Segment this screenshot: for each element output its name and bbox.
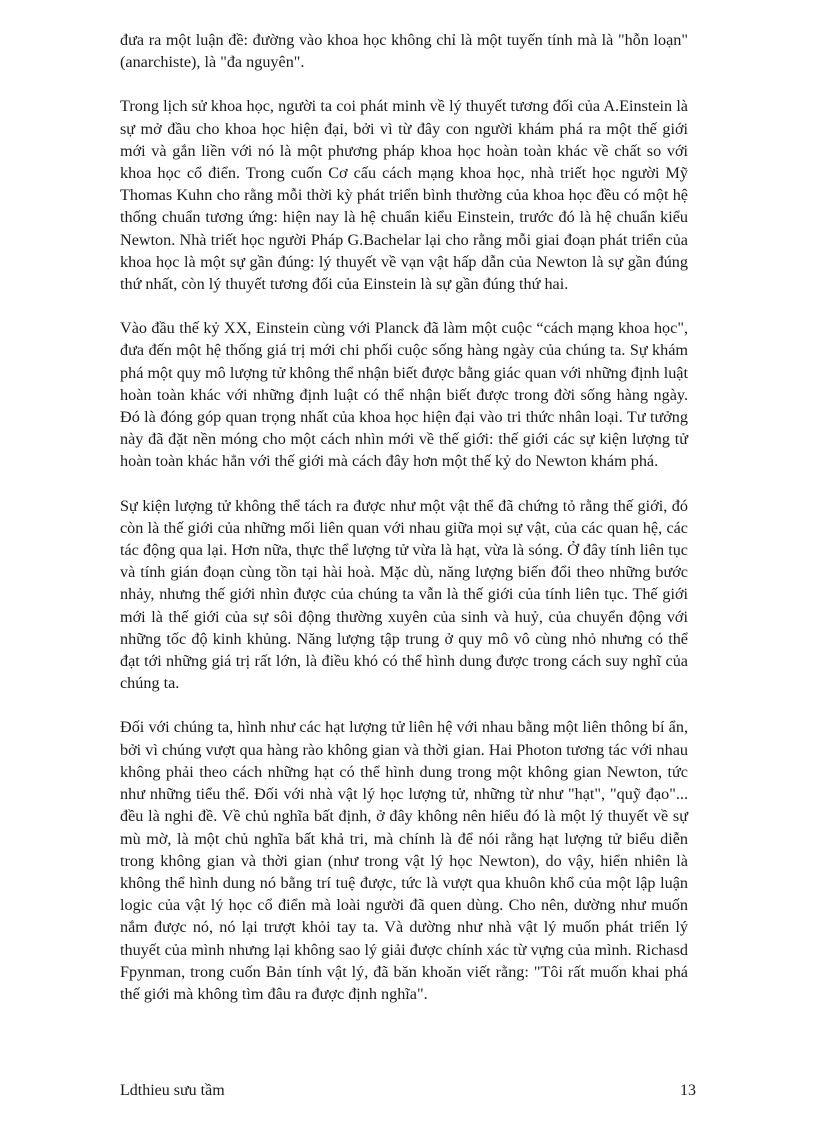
- paragraph-5: Đối với chúng ta, hình như các hạt lượng tử liên hệ với nhau bằng một liên thông bí ẩn, bởi vì chúng vượt qua hàng rào không gian và thời gian. Hai Photon tương tác với nhau không phải theo cách những hạt có thể hình dung trong một không gian Newton, tức như những tiểu thể. Đối với nhà vật lý học lượng tử, những từ như "hạt", "quỹ đạo"... đều là nghi đề. Về chủ nghĩa bất định, ở đây không nên hiểu đó là một lý thuyết về sự mù mờ, là một chủ nghĩa bất khả tri, mà chính là để nói rằng hạt lượng tử biểu diễn trong không gian và thời gian (như trong vật lý học Newton), do vậy, hiển nhiên là không thể hình dung nó bằng trí tuệ được, tức là vượt qua khuôn khổ của một lập luận logic của vật lý học cổ điển mà loài người đã quen dùng. Cho nên, dường như muốn nắm được nó, nó lại trượt khỏi tay ta. Và dường như nhà vật lý muốn phát triển lý thuyết của mình nhưng lại không sao lý giải được chính xác từ vựng của mình. Richasd Fpynman, trong cuốn Bản tính vật lý, đã băn khoăn viết rằng: "Tôi rất muốn khai phá thế giới mà không tìm đâu ra được định nghĩa".: [120, 718, 688, 1003]
- page-body: [120, 29, 688, 1027]
- footer-source-credit: Ldthieu sưu tầm: [120, 1082, 225, 1099]
- paragraph-3: Vào đầu thế kỷ XX, Einstein cùng với Planck đã làm một cuộc “cách mạng khoa học", đưa đến một hệ thống giá trị mới chi phối cuộc sống hàng ngày của chúng ta. Sự khám phá một quy mô lượng tử không thể nhận biết được bằng giác quan với những định luật hoàn toàn khác với những định luật có thể nhận biết được trong đời sống hàng ngày. Đó là đóng góp quan trọng nhất của khoa học hiện đại vào tri thức nhân loại. Tư tưởng này đã đặt nền móng cho một cách nhìn mới về thế giới: thế giới các sự kiện lượng tử hoàn toàn khác hẳn với thế giới mà cách đây hơn một thế kỷ do Newton khám phá.: [120, 319, 688, 471]
- paragraph-4: Sự kiện lượng tử không thể tách ra được như một vật thể đã chứng tỏ rằng thế giới, đó còn là thế giới của những mối liên quan với nhau giữa mọi sự vật, của các quan hệ, các tác động qua lại. Hơn nữa, thực thể lượng tử vừa là hạt, vừa là sóng. Ở đây tính liên tục và tính gián đoạn cùng tồn tại hài hoà. Mặc dù, năng lượng biến đổi theo những bước nhảy, nhưng thế giới nhìn được của chúng ta vẫn là thế giới của tính liên tục. Thế giới mới là thế giới của sự sôi động thường xuyên của sinh và huỷ, của chuyển động với những tốc độ kinh khủng. Năng lượng tập trung ở quy mô vô cùng nhỏ nhưng có thể đạt tới những giá trị rất lớn, là điều khó có thể hình dung được trong cách suy nghĩ của chúng ta.: [120, 496, 688, 693]
- page-number: 13: [680, 1082, 696, 1099]
- paragraph-1: đưa ra một luận đề: đường vào khoa học không chỉ là một tuyến tính mà là "hỗn loạn" (anarchiste), là "đa nguyên".: [120, 31, 688, 72]
- paragraph-2: Trong lịch sử khoa học, người ta coi phát minh về lý thuyết tương đối của A.Einstein là sự mở đầu cho khoa học hiện đại, bởi vì từ đây con người khám phá ra một thế giới mới và gắn liền với nó là một phương pháp khoa học hoàn toàn khác về chất so với khoa học cổ điển. Trong cuốn Cơ cấu cách mạng khoa học, nhà triết học người Mỹ Thomas Kuhn cho rằng mỗi thời kỳ phát triển bình thường của khoa học đều có một hệ thống chuẩn tương ứng: hiện nay là hệ chuẩn kiểu Einstein, trước đó là hệ chuẩn kiểu Newton. Nhà triết học người Pháp G.Bachelar lại cho rằng mỗi giai đoạn phát triển của khoa học là một sự gần đúng: lý thuyết về vạn vật hấp dẫn của Newton là sự gần đúng thứ nhất, còn lý thuyết tương đối của Einstein là sự gần đúng thứ hai.: [120, 97, 688, 294]
